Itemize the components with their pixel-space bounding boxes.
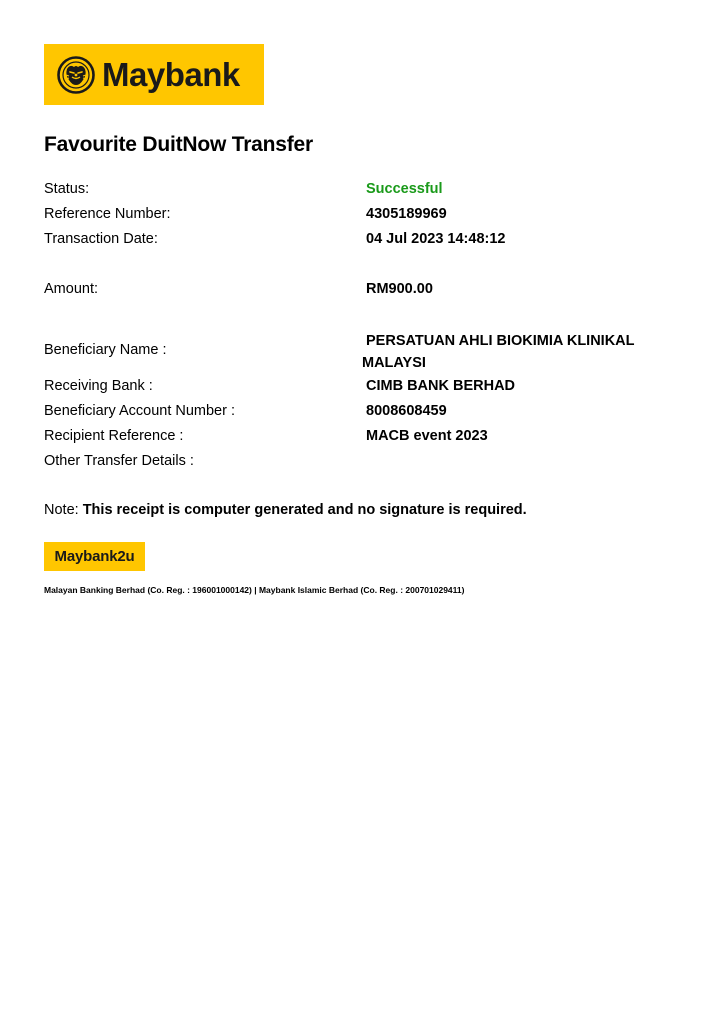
status-label: Status: bbox=[44, 181, 90, 197]
transaction-date-label: Transaction Date: bbox=[44, 231, 158, 247]
receiving-bank-label: Receiving Bank : bbox=[44, 378, 153, 394]
beneficiary-name-line-2: MALAYSI bbox=[362, 355, 426, 371]
footer-registration: Malayan Banking Berhad (Co. Reg. : 196001000142) | Maybank Islamic Berhad (Co. Reg. : 200701029411) bbox=[44, 585, 465, 595]
transaction-date-value: 04 Jul 2023 14:48:12 bbox=[366, 231, 506, 247]
maybank2u-badge bbox=[44, 542, 145, 571]
beneficiary-name-value bbox=[362, 330, 662, 374]
beneficiary-account-value: 8008608459 bbox=[366, 403, 447, 419]
page-title: Favourite DuitNow Transfer bbox=[44, 133, 314, 156]
other-transfer-details-label: Other Transfer Details : bbox=[44, 453, 194, 469]
recipient-reference-value: MACB event 2023 bbox=[366, 428, 488, 444]
reference-number-value: 4305189969 bbox=[366, 206, 447, 222]
receipt-note bbox=[44, 501, 527, 519]
note-text: This receipt is computer generated and no signature is required. bbox=[82, 502, 527, 518]
beneficiary-name-line-1: PERSATUAN AHLI BIOKIMIA KLINIKAL bbox=[366, 333, 635, 349]
note-label: Note: bbox=[44, 502, 79, 518]
maybank2u-badge-text: Maybank2u bbox=[54, 548, 135, 565]
reference-number-label: Reference Number: bbox=[44, 206, 171, 222]
logo-wordmark: Maybank bbox=[102, 56, 240, 93]
receiving-bank-value: CIMB BANK BERHAD bbox=[366, 378, 516, 394]
beneficiary-account-label: Beneficiary Account Number : bbox=[44, 403, 236, 419]
status-value: Successful bbox=[366, 181, 443, 197]
maybank-logo bbox=[44, 44, 264, 105]
beneficiary-name-label: Beneficiary Name : bbox=[44, 342, 167, 358]
tiger-head-icon bbox=[56, 55, 96, 95]
amount-label: Amount: bbox=[44, 281, 98, 297]
amount-value: RM900.00 bbox=[366, 281, 433, 297]
recipient-reference-label: Recipient Reference : bbox=[44, 428, 184, 444]
